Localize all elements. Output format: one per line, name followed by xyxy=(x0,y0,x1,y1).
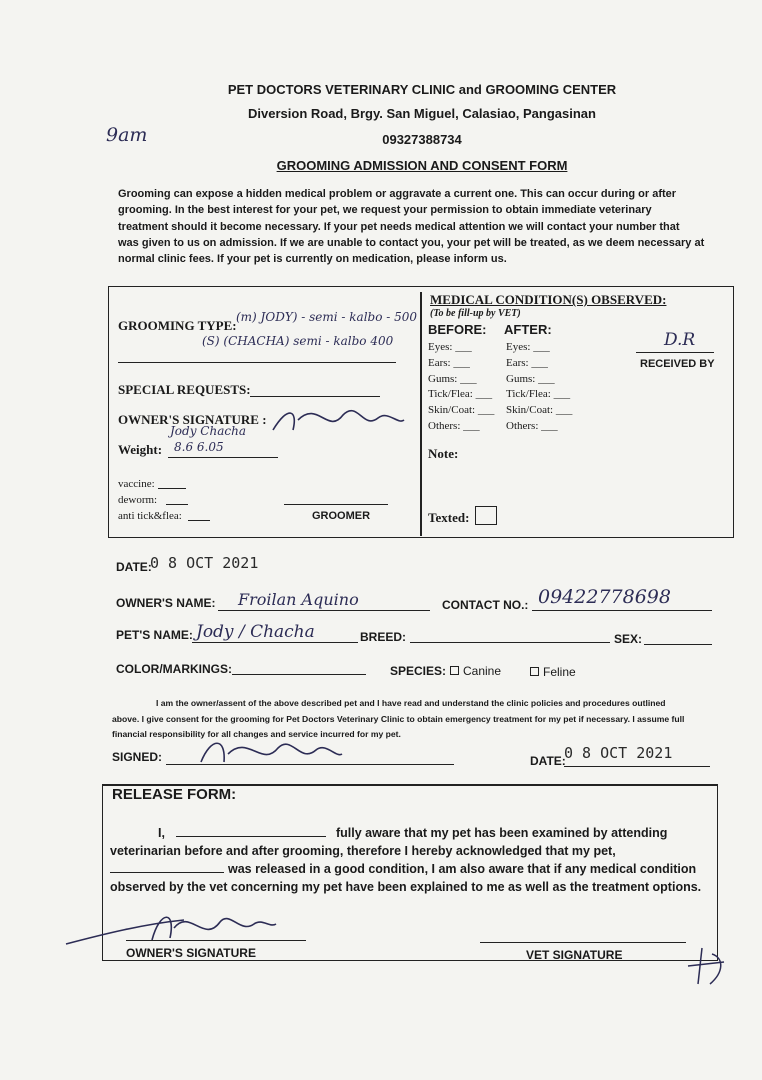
clinic-phone: 09327388734 xyxy=(382,132,462,147)
after-column xyxy=(506,340,572,435)
pet-names-note: Jody Chacha xyxy=(170,424,246,438)
breed-field[interactable] xyxy=(410,642,610,643)
form-title: GROOMING ADMISSION AND CONSENT FORM xyxy=(276,158,568,173)
corner-initial-scribble xyxy=(684,944,734,990)
note-label: Note: xyxy=(428,446,459,461)
owner-signature-line[interactable] xyxy=(126,940,306,941)
section-divider xyxy=(420,292,422,536)
intro-line: treatment should it become necessary. If your pet needs medical attention we will contact your number that xyxy=(118,220,680,233)
clinic-address: Diversion Road, Brgy. San Miguel, Calasiao, Pangasinan xyxy=(248,106,596,121)
vet-signature-label: VET SIGNATURE xyxy=(526,948,623,962)
after-row: Ears: ___ xyxy=(506,356,548,369)
intro-line: was given to us on admission. If we are unable to contact you, your pet will be treated, as we deem necessary at xyxy=(118,236,705,249)
intro-paragraph xyxy=(118,186,728,267)
special-requests-label: SPECIAL REQUESTS: xyxy=(118,382,251,397)
before-row: Gums: ___ xyxy=(428,372,477,385)
canine-checkbox[interactable] xyxy=(450,666,459,675)
vaccine-field[interactable] xyxy=(158,488,186,489)
date-stamp: 0 8 OCT 2021 xyxy=(150,554,259,572)
deworm-label: deworm: xyxy=(118,494,158,506)
antitick-field[interactable] xyxy=(188,520,210,521)
signed-label: SIGNED: xyxy=(112,750,163,764)
owner-name-value: Froilan Aquino xyxy=(238,590,359,609)
consent-line: above. I give consent for the grooming for Pet Doctors Veterinary Clinic to obtain emergency treatment for my pet if necessary. I assume full xyxy=(112,713,685,724)
intro-line: grooming. In the best interest for your pet, we request your permission to obtain immediate veterinary xyxy=(118,204,652,217)
grooming-type-label: GROOMING TYPE: xyxy=(118,318,237,333)
medical-subtitle: (To be fill-up by VET) xyxy=(430,308,521,319)
signed-date-label: DATE: xyxy=(530,754,566,768)
owner-name-field[interactable] xyxy=(218,610,430,611)
after-row: Eyes: ___ xyxy=(506,341,550,353)
weight-label: Weight: xyxy=(118,442,163,457)
after-row: Gums: ___ xyxy=(506,372,555,385)
medical-title: MEDICAL CONDITION(S) OBSERVED: xyxy=(430,292,667,307)
weight-value: 8.6 6.05 xyxy=(174,440,224,454)
canine-label: Canine xyxy=(463,664,502,678)
release-line1 xyxy=(158,826,165,840)
signed-date-stamp: 0 8 OCT 2021 xyxy=(564,744,673,762)
release-name-field[interactable] xyxy=(176,836,326,837)
after-row: Skin/Coat: ___ xyxy=(506,404,573,417)
pet-name-label: PET'S NAME: xyxy=(116,628,193,642)
received-by-line xyxy=(636,352,714,353)
contact-label: CONTACT NO.: xyxy=(442,598,529,612)
pet-name-value: Jody / Chacha xyxy=(196,622,315,642)
species-label: SPECIES: xyxy=(390,664,447,678)
received-by-label: RECEIVED BY xyxy=(640,358,715,370)
release-line3: was released in a good condition, I am also aware that if any medical condition xyxy=(228,862,697,876)
before-row: Ears: ___ xyxy=(428,356,470,369)
release-line1-rest: fully aware that my pet has been examined by attending xyxy=(336,826,668,840)
release-title: RELEASE FORM: xyxy=(112,786,237,803)
deworm-field[interactable] xyxy=(166,504,188,505)
antitick-label: anti tick&flea: xyxy=(118,510,182,522)
owner-signature-label: OWNER'S SIGNATURE : xyxy=(118,412,267,427)
before-label: BEFORE: xyxy=(428,322,487,337)
grooming-type-line1: (m) JODY) - semi - kalbo - 500 xyxy=(236,310,418,324)
texted-label: Texted: xyxy=(428,510,470,525)
before-row: Skin/Coat: ___ xyxy=(428,404,495,417)
color-label: COLOR/MARKINGS: xyxy=(116,662,232,676)
groomer-label: GROOMER xyxy=(312,510,371,522)
consent-line: I am the owner/assent of the above described pet and I have read and understand the clinic policies and procedures outlined xyxy=(156,698,666,708)
intro-line: Grooming can expose a hidden medical problem or aggravate a current one. This can occur during or after xyxy=(118,188,677,200)
owner-signature-scribble xyxy=(268,400,408,440)
release-i: I, xyxy=(158,826,165,840)
breed-label: BREED: xyxy=(360,630,407,644)
signed-signature-scribble xyxy=(196,732,346,772)
canine-option[interactable] xyxy=(450,664,501,678)
contact-field[interactable] xyxy=(532,610,712,611)
before-column xyxy=(428,340,494,435)
margin-note: 9am xyxy=(106,124,148,146)
before-row: Others: ___ xyxy=(428,419,480,432)
special-requests-field[interactable] xyxy=(250,396,380,397)
release-line4: observed by the vet concerning my pet have been explained to me as well as the treatment options. xyxy=(110,880,702,894)
after-row: Others: ___ xyxy=(506,419,558,432)
consent-line: financial responsibility for all changes and service incurred for my pet. xyxy=(112,729,401,739)
feline-label: Feline xyxy=(543,665,576,679)
vaccine-label: vaccine: xyxy=(118,478,155,490)
pet-name-field[interactable] xyxy=(192,642,358,643)
signed-date-field xyxy=(564,766,710,767)
weight-field xyxy=(168,457,278,458)
before-row: Tick/Flea: ___ xyxy=(428,388,493,401)
feline-option[interactable] xyxy=(530,665,576,679)
contact-value: 09422778698 xyxy=(538,586,671,608)
received-initials: D.R xyxy=(664,330,696,350)
intro-line: normal clinic fees. If your pet is currently on medication, please inform us. xyxy=(118,253,507,266)
color-field[interactable] xyxy=(232,674,366,675)
release-pet-field[interactable] xyxy=(110,872,224,873)
vet-signature-line[interactable] xyxy=(480,942,686,943)
grooming-type-line2: (S) (CHACHA) semi - kalbo 400 xyxy=(202,334,394,348)
before-row: Eyes: ___ xyxy=(428,341,472,353)
feline-checkbox[interactable] xyxy=(530,667,539,676)
owner-name-label: OWNER'S NAME: xyxy=(116,596,216,610)
after-row: Tick/Flea: ___ xyxy=(506,388,571,401)
groomer-signature-line[interactable] xyxy=(284,504,388,505)
date-label: DATE: xyxy=(116,560,152,574)
release-line2: veterinarian before and after grooming, therefore I hereby acknowledged that my pet, xyxy=(110,844,616,858)
after-label: AFTER: xyxy=(504,322,552,337)
release-owner-signature-label: OWNER'S SIGNATURE xyxy=(126,946,256,960)
texted-checkbox[interactable] xyxy=(475,506,497,525)
clinic-name: PET DOCTORS VETERINARY CLINIC and GROOMING CENTER xyxy=(227,82,617,97)
sex-field[interactable] xyxy=(644,644,712,645)
grooming-type-underline xyxy=(118,362,396,363)
sex-label: SEX: xyxy=(614,632,643,646)
